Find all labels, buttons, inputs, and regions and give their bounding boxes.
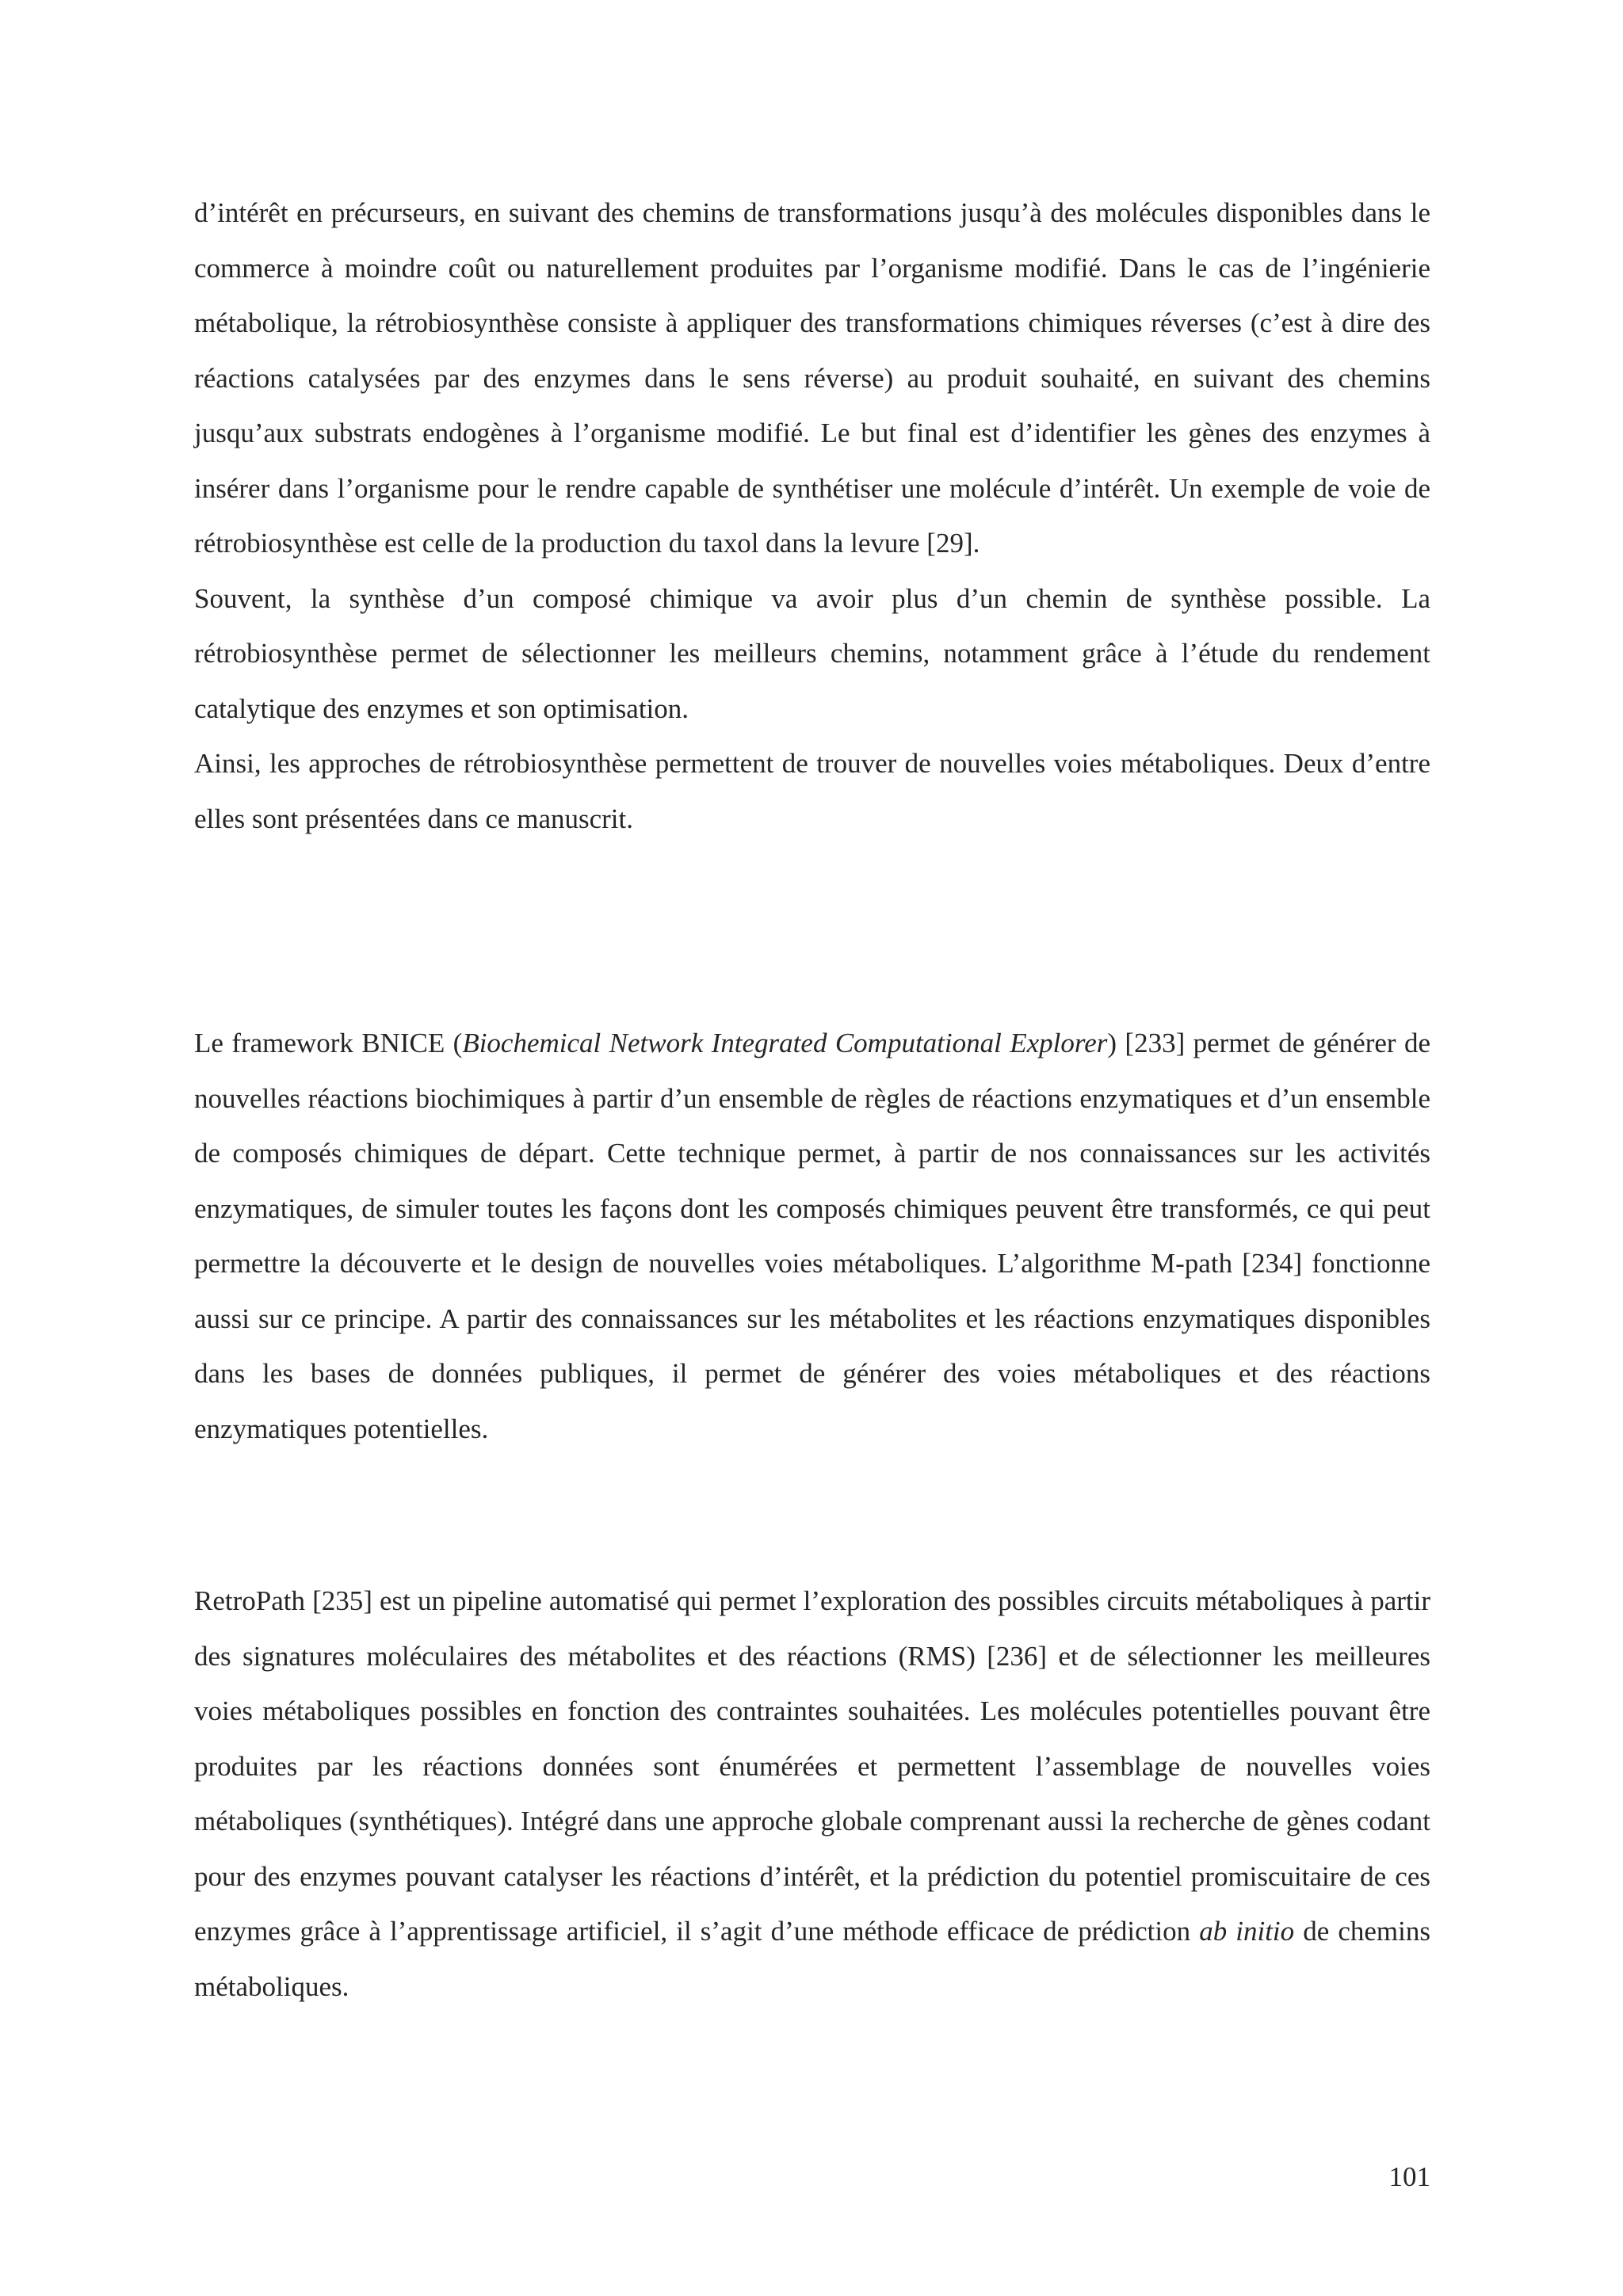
text-block-retropath — [194, 1573, 1430, 2014]
paragraph-retropath — [194, 1573, 1430, 2014]
paragraph-synthesis-paths: Souvent, la synthèse d’un composé chimique va avoir plus d’un chemin de synthèse possible. La rétrobiosynthèse permet de sélectionner les meilleurs chemins, notamment grâce à l’étude du rendement catalytique des enzymes et son optimisation. — [194, 582, 1430, 724]
text-block-bnice — [194, 1016, 1430, 1456]
retropath-text-end: de chemins métaboliques. — [194, 1916, 1430, 2002]
paragraph-retrobiosynthesis-definition: d’intérêt en précurseurs, en suivant des chemins de transformations jusqu’à des molécules disponibles dans le commerce à moindre coût ou naturellement produites par l’organisme modifié. Dans le cas de l’ingénierie métabolique, la rétrobiosynthèse consiste à appliquer des transformations chimiques réverses (c’est à dire des réactions catalysées par des enzymes dans le sens réverse) au produit souhaité, en suivant des chemins jusqu’aux substrats endogènes à l’organisme modifié. Le but final est d’identifier les gènes des enzymes à insérer dans l’organisme pour le rendre capable de synthétiser une molécule d’intérêt. Un exemple de voie de rétrobiosynthèse est celle de la production du taxol dans la levure [29]. — [194, 197, 1430, 559]
paragraph-bnice — [194, 1016, 1430, 1456]
text-block-retrobiosynthesis — [194, 185, 1430, 846]
bnice-text-rest: ) [233] permet de générer de nouvelles réactions biochimiques à partir d’un ensemble de règles de réactions enzymatiques et d’un ensemble de composés chimiques de départ. Cette technique permet, à partir de nos connaissances sur les activités enzymatiques, de simuler toutes les façons dont les composés chimiques peuvent être transformés, ce qui peut permettre la découverte et le design de nouvelles voies métaboliques. L’algorithme M-path [234] fonctionne aussi sur ce principe. A partir des connaissances sur les métabolites et les réactions enzymatiques disponibles dans les bases de données publiques, il permet de générer des voies métaboliques et des réactions enzymatiques potentielles. — [194, 1028, 1430, 1444]
ab-initio-term: ab initio — [1199, 1916, 1295, 1947]
paragraph-approaches-summary: Ainsi, les approches de rétrobiosynthèse permettent de trouver de nouvelles voies métaboliques. Deux d’entre elles sont présentées dans ce manuscrit. — [194, 748, 1430, 834]
bnice-text-start: Le framework BNICE ( — [194, 1028, 463, 1058]
page-number: 101 — [1388, 2161, 1430, 2192]
retropath-text-start: RetroPath [235] est un pipeline automatisé qui permet l’exploration des possibles circuits métaboliques à partir des signatures moléculaires des métabolites et des réactions (RMS) [236] et de sélectionner les meilleures voies métaboliques possibles en fonction des contraintes souhaitées. Les molécules potentielles pouvant être produites par les réactions données sont énumérées et permettent l’assemblage de nouvelles voies métaboliques (synthétiques). Intégré dans une approche globale comprenant aussi la recherche de gènes codant pour des enzymes pouvant catalyser les réactions d’intérêt, et la prédiction du potentiel promiscuitaire de ces enzymes grâce à l’apprentissage artificiel, il s’agit d’une méthode efficace de prédiction — [194, 1585, 1430, 1947]
bnice-full-name: Biochemical Network Integrated Computational Explorer — [462, 1028, 1108, 1058]
